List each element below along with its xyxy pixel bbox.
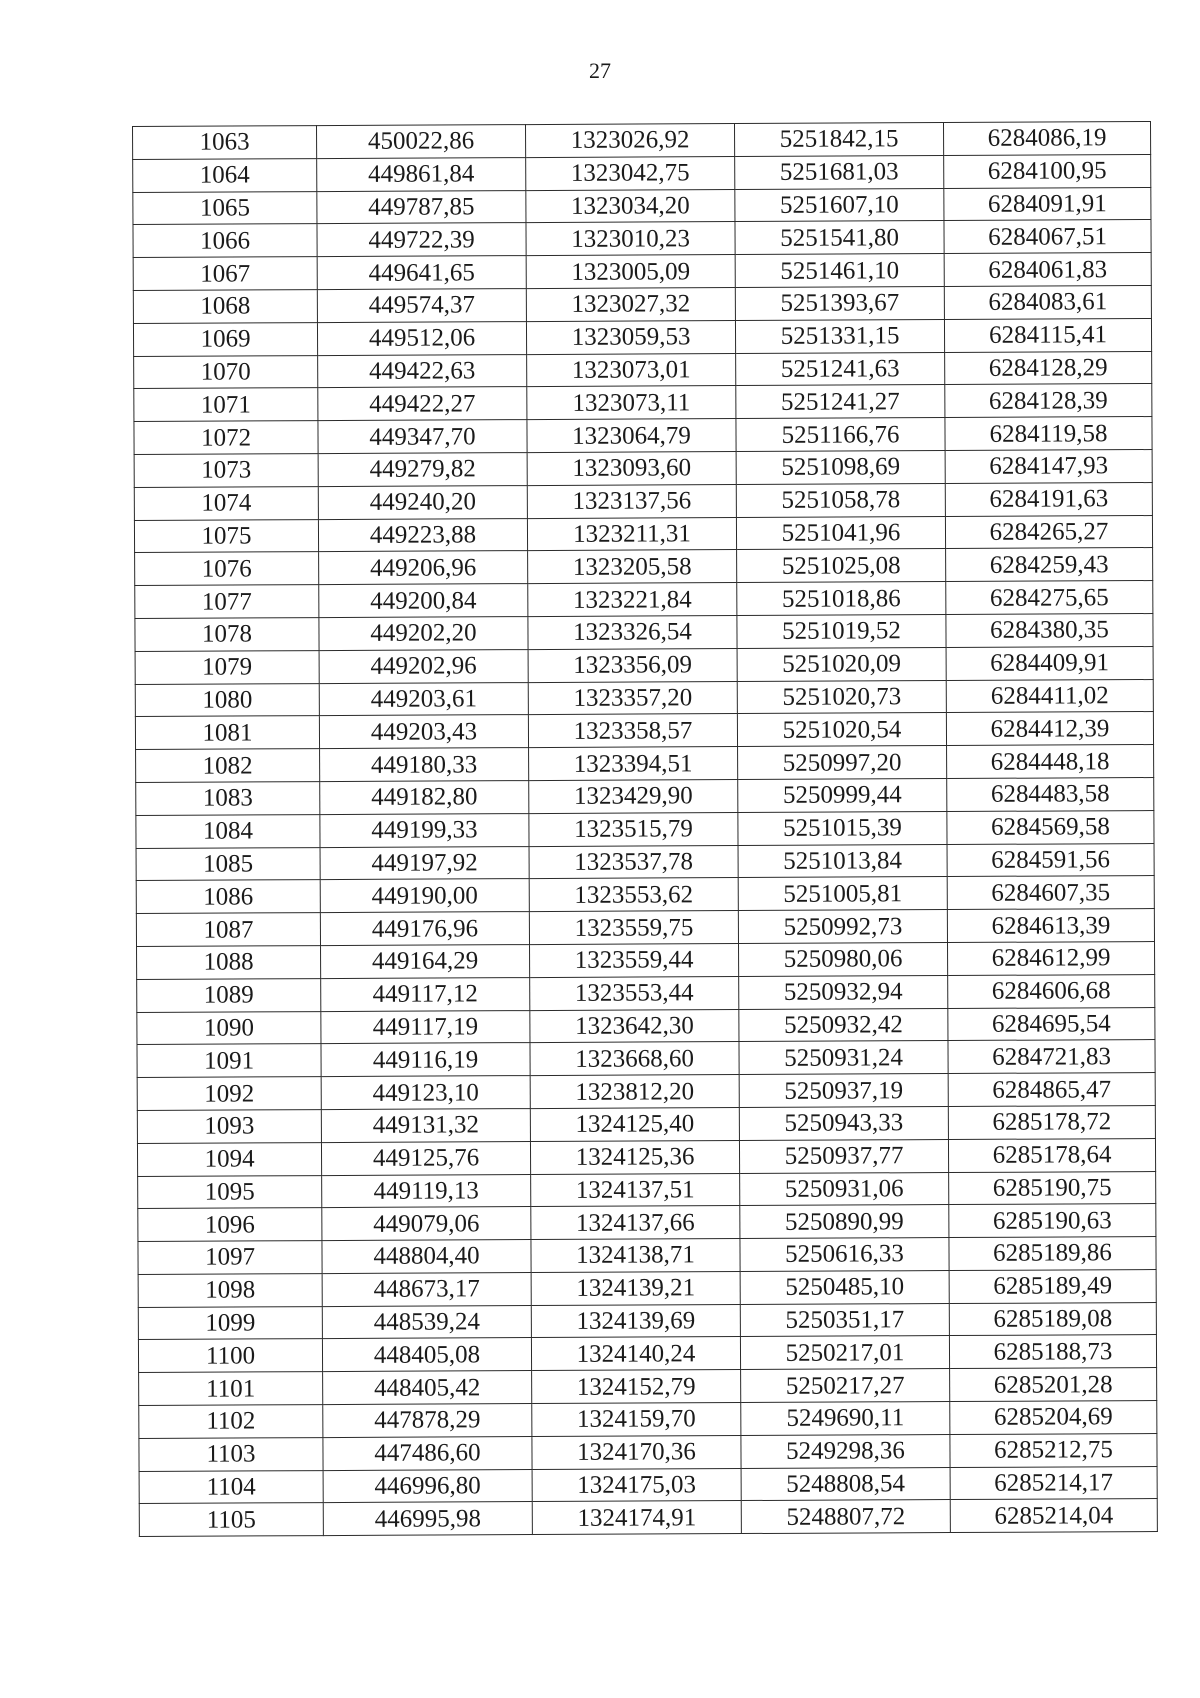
coord-x-cell: 449200,84 — [319, 584, 528, 618]
coord-x2-cell: 5251020,09 — [737, 647, 946, 681]
table-row — [134, 515, 1152, 553]
coord-x-cell: 449279,82 — [318, 453, 527, 487]
point-number-cell: 1076 — [135, 552, 319, 586]
coord-y-cell: 1323553,62 — [529, 878, 738, 912]
coord-x-cell: 449199,33 — [320, 813, 529, 847]
coord-y-cell: 1323559,75 — [529, 911, 738, 945]
point-number-cell: 1084 — [136, 814, 320, 848]
coord-x2-cell: 5251019,52 — [737, 614, 946, 648]
coord-y-cell: 1323211,31 — [527, 517, 736, 551]
table-row — [137, 1040, 1155, 1078]
table-row — [136, 777, 1154, 815]
coord-x2-cell: 5250932,42 — [739, 1008, 948, 1042]
coord-x-cell: 449203,43 — [319, 715, 528, 749]
page-number: 27 — [589, 58, 611, 83]
point-number-cell: 1064 — [133, 158, 317, 192]
coord-y-cell: 1324175,03 — [532, 1468, 741, 1502]
coord-x2-cell: 5251241,27 — [736, 385, 945, 419]
point-number-cell: 1102 — [139, 1405, 323, 1439]
coord-x2-cell: 5249690,11 — [741, 1402, 950, 1436]
coord-y-cell: 1324152,79 — [532, 1370, 741, 1404]
coord-y-cell: 1324140,24 — [531, 1337, 740, 1371]
point-number-cell: 1101 — [139, 1372, 323, 1406]
table-row — [136, 843, 1154, 881]
point-number-cell: 1073 — [134, 454, 318, 488]
point-number-cell: 1079 — [135, 650, 319, 684]
coord-y2-cell: 6285178,72 — [948, 1105, 1155, 1139]
point-number-cell: 1103 — [139, 1437, 323, 1471]
coord-x2-cell: 5251013,84 — [738, 844, 947, 878]
coord-y2-cell: 6284569,58 — [947, 810, 1154, 844]
coord-y-cell: 1323005,09 — [526, 255, 735, 289]
point-number-cell: 1069 — [133, 322, 317, 356]
point-number-cell: 1087 — [136, 913, 320, 947]
coord-y2-cell: 6284613,39 — [947, 909, 1154, 943]
point-number-cell: 1066 — [133, 224, 317, 258]
coord-y-cell: 1324139,21 — [531, 1271, 740, 1305]
coord-y2-cell: 6285204,69 — [950, 1401, 1157, 1435]
table-row — [133, 253, 1151, 291]
point-number-cell: 1093 — [137, 1109, 321, 1143]
point-number-cell: 1086 — [136, 880, 320, 914]
coord-x2-cell: 5250997,20 — [738, 746, 947, 780]
table-row — [134, 449, 1152, 487]
table-row — [138, 1302, 1156, 1340]
coord-x2-cell: 5250217,01 — [740, 1336, 949, 1370]
coord-y2-cell: 6284721,83 — [948, 1040, 1155, 1074]
coord-x-cell: 449722,39 — [317, 223, 526, 257]
coord-x2-cell: 5251607,10 — [735, 188, 944, 222]
coord-x-cell: 449422,27 — [318, 387, 527, 421]
point-number-cell: 1100 — [138, 1339, 322, 1373]
coord-x-cell: 449202,96 — [319, 649, 528, 683]
coordinate-table — [132, 121, 1158, 1537]
point-number-cell: 1072 — [134, 421, 318, 455]
coord-y-cell: 1324137,51 — [531, 1173, 740, 1207]
coord-y-cell: 1324174,91 — [532, 1501, 741, 1535]
coord-x2-cell: 5251018,86 — [737, 582, 946, 616]
coord-y-cell: 1323537,78 — [529, 845, 738, 879]
table-row — [135, 646, 1153, 684]
coord-x2-cell: 5251025,08 — [737, 549, 946, 583]
coord-y2-cell: 6284128,39 — [945, 384, 1152, 418]
table-row — [133, 154, 1151, 192]
table-row — [139, 1466, 1157, 1504]
table-row — [138, 1335, 1156, 1373]
coord-x-cell: 449202,20 — [319, 617, 528, 651]
coord-y-cell: 1323668,60 — [530, 1042, 739, 1076]
coord-x2-cell: 5251241,63 — [736, 352, 945, 386]
coord-x2-cell: 5251058,78 — [736, 483, 945, 517]
point-number-cell: 1098 — [138, 1273, 322, 1307]
table-row — [137, 1105, 1155, 1143]
coord-x-cell: 449117,12 — [321, 977, 530, 1011]
coord-x-cell: 447486,60 — [323, 1436, 532, 1470]
coord-x-cell: 449347,70 — [318, 420, 527, 454]
coord-x-cell: 448405,42 — [323, 1371, 532, 1405]
coord-y2-cell: 6284147,93 — [945, 449, 1152, 483]
point-number-cell: 1080 — [135, 683, 319, 717]
coord-x2-cell: 5251842,15 — [734, 123, 943, 157]
coord-y2-cell: 6284128,29 — [945, 351, 1152, 385]
point-number-cell: 1104 — [139, 1470, 323, 1504]
point-number-cell: 1071 — [134, 388, 318, 422]
coord-y-cell: 1324137,66 — [531, 1206, 740, 1240]
coord-x2-cell: 5251041,96 — [736, 516, 945, 550]
table-row — [134, 482, 1152, 520]
coord-x2-cell: 5250937,77 — [739, 1139, 948, 1173]
coord-y2-cell: 6285178,64 — [948, 1138, 1155, 1172]
coord-x2-cell: 5249298,36 — [741, 1434, 950, 1468]
coord-y2-cell: 6285190,75 — [949, 1171, 1156, 1205]
coord-y-cell: 1324139,69 — [531, 1304, 740, 1338]
point-number-cell: 1063 — [133, 126, 317, 160]
coord-y2-cell: 6284067,51 — [944, 220, 1151, 254]
table-row — [138, 1171, 1156, 1209]
coord-y2-cell: 6285189,08 — [949, 1302, 1156, 1336]
coord-y-cell: 1323357,20 — [528, 681, 737, 715]
point-number-cell: 1095 — [138, 1175, 322, 1209]
coord-x-cell: 449182,80 — [320, 781, 529, 815]
coord-x2-cell: 5251005,81 — [738, 877, 947, 911]
coord-y-cell: 1323205,58 — [528, 550, 737, 584]
coord-y-cell: 1323553,44 — [530, 976, 739, 1010]
table-row — [139, 1433, 1157, 1471]
coord-x-cell: 449240,20 — [318, 485, 527, 519]
coord-y2-cell: 6284061,83 — [944, 253, 1151, 287]
table-row — [136, 810, 1154, 848]
table-row — [135, 548, 1153, 586]
point-number-cell: 1085 — [136, 847, 320, 881]
point-number-cell: 1091 — [137, 1044, 321, 1078]
point-number-cell: 1096 — [138, 1208, 322, 1242]
coord-y-cell: 1323394,51 — [529, 747, 738, 781]
coord-x2-cell: 5251681,03 — [735, 155, 944, 189]
coord-y-cell: 1323429,90 — [529, 779, 738, 813]
table-row — [139, 1499, 1157, 1537]
coord-y2-cell: 6285214,04 — [950, 1499, 1157, 1533]
table-row — [137, 1007, 1155, 1045]
coord-y-cell: 1323010,23 — [526, 222, 735, 256]
coord-y-cell: 1323073,11 — [527, 386, 736, 420]
coord-y2-cell: 6284483,58 — [947, 777, 1154, 811]
point-number-cell: 1075 — [134, 519, 318, 553]
coord-x-cell: 449197,92 — [320, 846, 529, 880]
point-number-cell: 1105 — [139, 1503, 323, 1537]
coord-y2-cell: 6285189,86 — [949, 1237, 1156, 1271]
coord-y2-cell: 6285189,49 — [949, 1269, 1156, 1303]
point-number-cell: 1078 — [135, 618, 319, 652]
coord-y2-cell: 6284411,02 — [946, 679, 1153, 713]
coord-x2-cell: 5250616,33 — [740, 1238, 949, 1272]
point-number-cell: 1081 — [135, 716, 319, 750]
coord-y2-cell: 6285201,28 — [950, 1368, 1157, 1402]
coord-x-cell: 449116,19 — [321, 1043, 530, 1077]
point-number-cell: 1089 — [137, 978, 321, 1012]
coord-x-cell: 449131,32 — [321, 1108, 530, 1142]
table-row — [139, 1401, 1157, 1439]
table-row — [138, 1269, 1156, 1307]
coord-x-cell: 448804,40 — [322, 1240, 531, 1274]
coord-x2-cell: 5248807,72 — [741, 1500, 950, 1534]
table-row — [133, 286, 1151, 324]
coord-y2-cell: 6284091,91 — [944, 187, 1151, 221]
coord-y2-cell: 6284259,43 — [946, 548, 1153, 582]
coord-x-cell: 449079,06 — [322, 1207, 531, 1241]
coord-y-cell: 1323073,01 — [527, 353, 736, 387]
coord-x2-cell: 5248808,54 — [741, 1467, 950, 1501]
coord-y2-cell: 6284606,68 — [948, 974, 1155, 1008]
table-row — [138, 1204, 1156, 1242]
coord-x2-cell: 5251331,15 — [735, 319, 944, 353]
coord-y-cell: 1323559,44 — [530, 943, 739, 977]
table-row — [133, 187, 1151, 225]
coord-x-cell: 448405,08 — [322, 1338, 531, 1372]
coord-y2-cell: 6284100,95 — [944, 154, 1151, 188]
coord-x-cell: 449117,19 — [321, 1010, 530, 1044]
coord-y2-cell: 6284191,63 — [945, 482, 1152, 516]
coord-x2-cell: 5250937,19 — [739, 1074, 948, 1108]
table-row — [134, 417, 1152, 455]
coord-y-cell: 1323059,53 — [526, 320, 735, 354]
coord-x-cell: 449861,84 — [317, 157, 526, 191]
point-number-cell: 1068 — [133, 290, 317, 324]
table-row — [136, 909, 1154, 947]
coord-y-cell: 1323642,30 — [530, 1009, 739, 1043]
coord-x-cell: 449164,29 — [321, 944, 530, 978]
coord-y2-cell: 6284865,47 — [948, 1073, 1155, 1107]
coord-x-cell: 449512,06 — [317, 321, 526, 355]
coord-y2-cell: 6285214,17 — [950, 1466, 1157, 1500]
coord-y2-cell: 6285212,75 — [950, 1433, 1157, 1467]
coord-y-cell: 1323137,56 — [527, 484, 736, 518]
coord-y2-cell: 6284448,18 — [947, 745, 1154, 779]
table-row — [139, 1368, 1157, 1406]
table-row — [135, 712, 1153, 750]
table-row — [133, 318, 1151, 356]
coord-y-cell: 1324170,36 — [532, 1435, 741, 1469]
coord-x2-cell: 5250943,33 — [739, 1106, 948, 1140]
coord-y2-cell: 6285188,73 — [949, 1335, 1156, 1369]
coord-y-cell: 1323042,75 — [526, 156, 735, 190]
table-row — [135, 679, 1153, 717]
coord-x2-cell: 5251166,76 — [736, 418, 945, 452]
table-row — [137, 1073, 1155, 1111]
coord-x2-cell: 5251461,10 — [735, 254, 944, 288]
coord-y2-cell: 6285190,63 — [949, 1204, 1156, 1238]
coord-y-cell: 1323093,60 — [527, 452, 736, 486]
coord-x-cell: 448673,17 — [322, 1272, 531, 1306]
coord-y2-cell: 6284265,27 — [945, 515, 1152, 549]
coord-y-cell: 1324159,70 — [532, 1403, 741, 1437]
coord-x-cell: 449787,85 — [317, 190, 526, 224]
coord-x-cell: 449206,96 — [319, 551, 528, 585]
coord-x2-cell: 5251015,39 — [738, 811, 947, 845]
coord-x-cell: 446995,98 — [323, 1502, 532, 1536]
coord-x2-cell: 5250890,99 — [740, 1205, 949, 1239]
table-row — [138, 1237, 1156, 1275]
coord-y-cell: 1323034,20 — [526, 189, 735, 223]
point-number-cell: 1090 — [137, 1011, 321, 1045]
coord-y2-cell: 6284409,91 — [946, 646, 1153, 680]
coordinate-table-body — [133, 122, 1158, 1537]
coord-x2-cell: 5251020,73 — [737, 680, 946, 714]
coord-y-cell: 1323515,79 — [529, 812, 738, 846]
coord-x-cell: 449123,10 — [321, 1076, 530, 1110]
coord-y-cell: 1324138,71 — [531, 1239, 740, 1273]
coord-x-cell: 449180,33 — [320, 748, 529, 782]
coord-y2-cell: 6284115,41 — [944, 318, 1151, 352]
table-row — [136, 745, 1154, 783]
point-number-cell: 1082 — [136, 749, 320, 783]
coord-x-cell: 449176,96 — [320, 912, 529, 946]
point-number-cell: 1070 — [134, 355, 318, 389]
table-row — [133, 220, 1151, 258]
table-row — [137, 974, 1155, 1012]
coord-y-cell: 1323221,84 — [528, 583, 737, 617]
point-number-cell: 1074 — [134, 486, 318, 520]
coord-y-cell: 1323812,20 — [530, 1075, 739, 1109]
point-number-cell: 1083 — [136, 782, 320, 816]
point-number-cell: 1067 — [133, 257, 317, 291]
table-row — [134, 384, 1152, 422]
coord-x-cell: 450022,86 — [317, 125, 526, 159]
coord-y-cell: 1324125,36 — [530, 1140, 739, 1174]
coord-y2-cell: 6284591,56 — [947, 843, 1154, 877]
coord-x2-cell: 5250980,06 — [739, 942, 948, 976]
coord-x-cell: 449190,00 — [320, 879, 529, 913]
coord-x2-cell: 5250217,27 — [741, 1369, 950, 1403]
table-row — [137, 941, 1155, 979]
coord-x2-cell: 5250485,10 — [740, 1270, 949, 1304]
coord-y2-cell: 6284083,61 — [944, 286, 1151, 320]
point-number-cell: 1094 — [137, 1142, 321, 1176]
coord-y-cell: 1324125,40 — [530, 1107, 739, 1141]
table-row — [133, 122, 1151, 160]
point-number-cell: 1092 — [137, 1077, 321, 1111]
coord-x2-cell: 5250999,44 — [738, 778, 947, 812]
table-row — [135, 613, 1153, 651]
coord-x2-cell: 5251020,54 — [737, 713, 946, 747]
table-row — [136, 876, 1154, 914]
coord-y2-cell: 6284119,58 — [945, 417, 1152, 451]
coord-y2-cell: 6284275,65 — [946, 581, 1153, 615]
coord-x-cell: 449641,65 — [317, 256, 526, 290]
coord-y-cell: 1323356,09 — [528, 648, 737, 682]
point-number-cell: 1097 — [138, 1241, 322, 1275]
coord-y-cell: 1323026,92 — [525, 124, 734, 158]
coord-x-cell: 449574,37 — [317, 289, 526, 323]
coord-y2-cell: 6284607,35 — [947, 876, 1154, 910]
point-number-cell: 1065 — [133, 191, 317, 225]
coord-y2-cell: 6284612,99 — [947, 941, 1154, 975]
table-row — [135, 581, 1153, 619]
coord-x-cell: 449125,76 — [321, 1141, 530, 1175]
coord-x2-cell: 5250992,73 — [738, 910, 947, 944]
coord-y-cell: 1323358,57 — [528, 714, 737, 748]
coord-x2-cell: 5250931,06 — [740, 1172, 949, 1206]
coord-y2-cell: 6284695,54 — [948, 1007, 1155, 1041]
point-number-cell: 1099 — [138, 1306, 322, 1340]
coord-x-cell: 447878,29 — [323, 1404, 532, 1438]
coord-x-cell: 448539,24 — [322, 1305, 531, 1339]
coord-x2-cell: 5250931,24 — [739, 1041, 948, 1075]
coord-x-cell: 449203,61 — [319, 682, 528, 716]
coord-x2-cell: 5251098,69 — [736, 450, 945, 484]
coord-y-cell: 1323064,79 — [527, 419, 736, 453]
coord-x2-cell: 5250932,94 — [739, 975, 948, 1009]
point-number-cell: 1088 — [137, 946, 321, 980]
point-number-cell: 1077 — [135, 585, 319, 619]
coord-x-cell: 449422,63 — [318, 354, 527, 388]
coord-y2-cell: 6284086,19 — [943, 122, 1150, 156]
coord-x-cell: 449223,88 — [318, 518, 527, 552]
coord-y2-cell: 6284380,35 — [946, 613, 1153, 647]
coord-x-cell: 446996,80 — [323, 1469, 532, 1503]
coord-y-cell: 1323027,32 — [526, 288, 735, 322]
coord-y-cell: 1323326,54 — [528, 616, 737, 650]
coord-x2-cell: 5250351,17 — [740, 1303, 949, 1337]
table-row — [137, 1138, 1155, 1176]
table-row — [134, 351, 1152, 389]
coord-y2-cell: 6284412,39 — [946, 712, 1153, 746]
coord-x2-cell: 5251393,67 — [735, 287, 944, 321]
coord-x-cell: 449119,13 — [322, 1174, 531, 1208]
coord-x2-cell: 5251541,80 — [735, 221, 944, 255]
